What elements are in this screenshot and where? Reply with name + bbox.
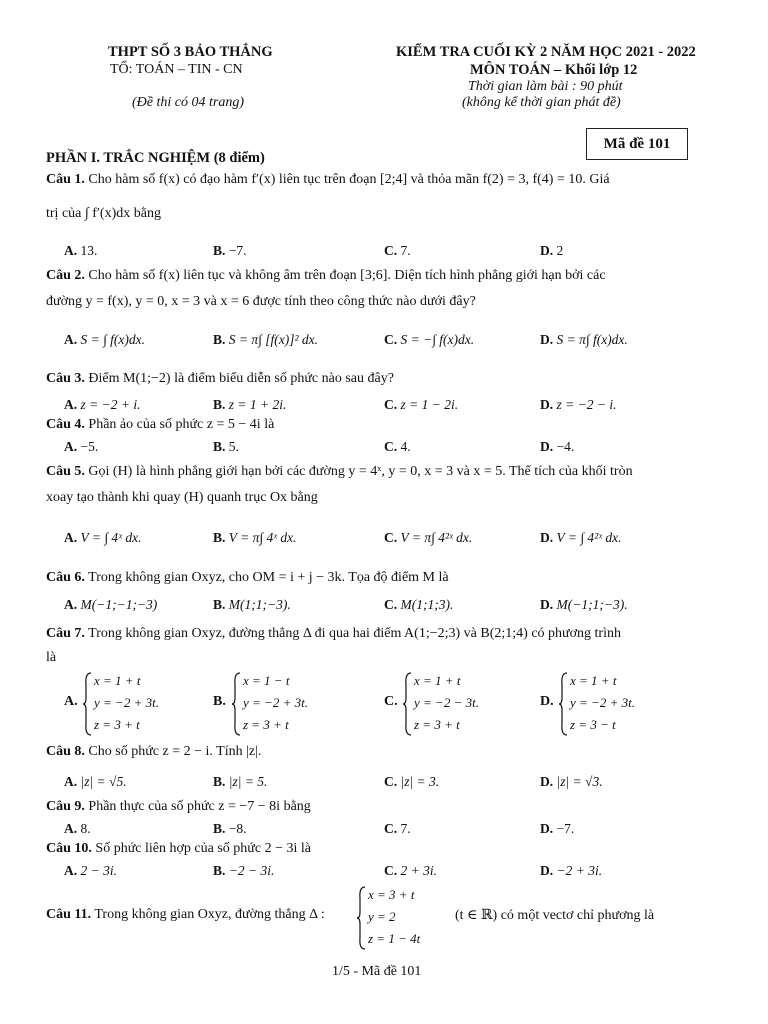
q1-option-d: D. 2 [540,243,564,258]
question-text: Cho hàm số f(x) có đạo hàm f′(x) liên tục trên đoạn [2;4] và thỏa mãn f(2) = 3, f(4) = 10. Giá [88,172,610,187]
q9-option-d: D. −7. [540,821,575,836]
question-6: Câu 6. Trong không gian Oxyz, cho OM = i + j − 3k. Tọa độ điểm M là [46,570,449,585]
brace-icon [82,672,92,736]
q4-option-a: A. −5. [64,439,99,454]
q4-option-c: C. 4. [384,439,411,454]
q8-option-d: D. |z| = √3. [540,774,603,789]
q5-option-a: A. V = ∫ 4ˣ dx. [64,530,142,545]
question-11: Câu 11. Trong không gian Oxyz, đường thẳng Δ : [46,907,325,922]
q1-option-b: B. −7. [213,243,247,258]
subject-title: MÔN TOÁN – Khối lớp 12 [470,62,638,78]
q6-option-a: A. M(−1;−1;−3) [64,597,158,612]
q9-option-b: B. −8. [213,821,247,836]
q8-option-b: B. |z| = 5. [213,774,268,789]
question-1-line2: trị của ∫ f′(x)dx bằng [46,206,161,221]
q10-option-b: B. −2 − 3i. [213,863,275,878]
question-8: Câu 8. Cho số phức z = 2 − i. Tính |z|. [46,744,262,759]
exam-title: KIỂM TRA CUỐI KỲ 2 NĂM HỌC 2021 - 2022 [396,44,696,60]
q8-option-a: A. |z| = √5. [64,774,127,789]
q6-option-c: C. M(1;1;3). [384,597,454,612]
school-name: THPT SỐ 3 BẢO THẮNG [108,44,273,60]
question-5-line2: xoay tạo thành khi quay (H) quanh trục Ox bằng [46,490,318,505]
exam-duration: Thời gian làm bài : 90 phút [468,79,623,94]
q4-option-d: D. −4. [540,439,575,454]
question-2-line2: đường y = f(x), y = 0, x = 3 và x = 6 được tính theo công thức nào dưới đây? [46,294,476,309]
duration-note: (không kể thời gian phát đề) [462,95,621,110]
question-10: Câu 10. Số phức liên hợp của số phức 2 − 3i là [46,841,311,856]
q11-line-system: x = 3 + t y = 2 z = 1 − 4t [368,887,421,946]
exam-code-box: Mã đề 101 [586,128,688,160]
question-11-tail: (t ∈ ℝ) có một vectơ chỉ phương là [455,908,655,923]
q3-option-a: A. z = −2 + i. [64,397,141,412]
brace-icon [231,672,241,736]
q6-option-d: D. M(−1;1;−3). [540,597,628,612]
q6-option-b: B. M(1;1;−3). [213,597,291,612]
department: TỔ: TOÁN – TIN - CN [110,62,243,77]
q5-option-d: D. V = ∫ 4²ˣ dx. [540,530,622,545]
page-footer: 1/5 - Mã đề 101 [332,964,422,979]
question-1 [46,172,610,188]
q5-option-c: C. V = π∫ 4²ˣ dx. [384,530,473,545]
q2-option-d: D. S = π∫ f(x)dx. [540,332,628,347]
q2-option-b: B. S = π∫ [f(x)]² dx. [213,332,318,347]
question-label: Câu 1. [46,172,85,187]
q5-option-b: B. V = π∫ 4ˣ dx. [213,530,297,545]
question-7: Câu 7. Trong không gian Oxyz, đường thẳng Δ đi qua hai điểm A(1;−2;3) và B(2;1;4) có phương trình [46,626,621,641]
brace-icon [356,886,366,950]
question-4: Câu 4. Phần ảo của số phức z = 5 − 4i là [46,417,275,432]
q10-option-d: D. −2 + 3i. [540,863,603,878]
brace-icon [402,672,412,736]
question-7-line2: là [46,650,57,665]
page-count-note: (Đề thi có 04 trang) [132,95,244,110]
q10-option-c: C. 2 + 3i. [384,863,437,878]
q2-option-a: A. S = ∫ f(x)dx. [64,332,146,347]
section-title: PHẦN I. TRẮC NGHIỆM (8 điểm) [46,150,265,166]
q3-option-c: C. z = 1 − 2i. [384,397,459,412]
q1-option-c: C. 7. [384,243,411,258]
question-3: Câu 3. Điểm M(1;−2) là điểm biểu diễn số phức nào sau đây? [46,371,394,386]
question-2: Câu 2. Cho hàm số f(x) liên tục và không âm trên đoạn [3;6]. Diện tích hình phẳng giới hạn bởi các [46,268,606,283]
q2-option-c: C. S = −∫ f(x)dx. [384,332,475,347]
q1-option-a: A. 13. [64,243,98,258]
q3-option-d: D. z = −2 − i. [540,397,617,412]
question-5: Câu 5. Gọi (H) là hình phẳng giới hạn bởi các đường y = 4ˣ, y = 0, x = 3 và x = 5. Thể tích của khối tròn [46,464,633,479]
q10-option-a: A. 2 − 3i. [64,863,117,878]
brace-icon [558,672,568,736]
q3-option-b: B. z = 1 + 2i. [213,397,287,412]
q8-option-c: C. |z| = 3. [384,774,440,789]
q9-option-a: A. 8. [64,821,91,836]
q9-option-c: C. 7. [384,821,411,836]
q4-option-b: B. 5. [213,439,239,454]
question-9: Câu 9. Phần thực của số phức z = −7 − 8i bằng [46,799,311,814]
